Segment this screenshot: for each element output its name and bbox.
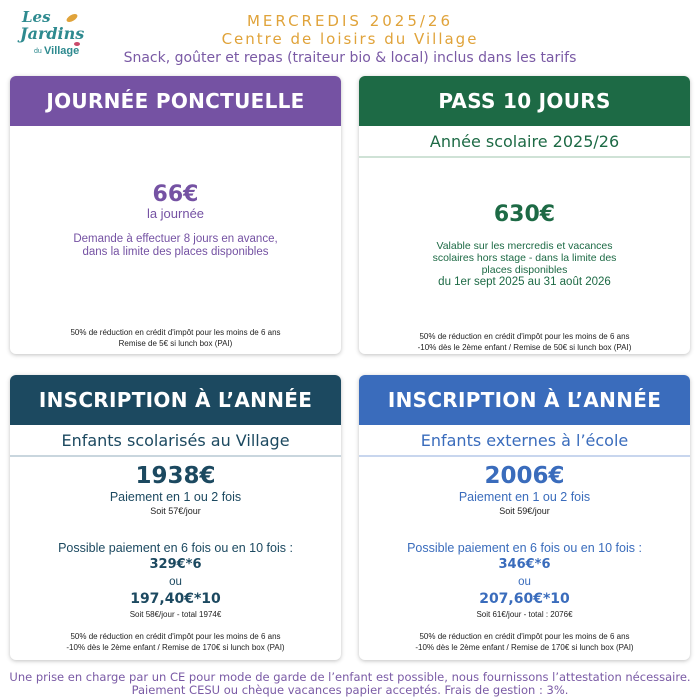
fine-print: Remise de 5€ si lunch box (PAI): [118, 339, 233, 348]
card-title: PASS 10 JOURS: [359, 76, 690, 126]
footer: [0, 671, 700, 697]
description-line: Valable sur les mercredis et vacances: [436, 240, 613, 252]
fine-print: -10% dès le 2ème enfant / Remise de 170€ si lunch box (PAI): [66, 643, 285, 652]
logo-text-village: Village: [44, 45, 80, 57]
price-unit: la journée: [146, 206, 205, 221]
description-line: places disponibles: [481, 264, 568, 276]
option-6: 346€*6: [498, 557, 551, 572]
card-title: INSCRIPTION À L’ANNÉE: [10, 375, 341, 425]
fine-print: 50% de réduction en crédit d'impôt pour les moins de 6 ans: [70, 328, 281, 337]
detail: Soit 58€/jour - total 1974€: [129, 610, 222, 619]
card-pass-10-jours: [359, 76, 690, 354]
option-6: 329€*6: [149, 557, 202, 572]
card-journee-ponctuelle: [10, 76, 341, 354]
logo-text-du: du: [34, 48, 42, 55]
payment-info: Paiement en 1 ou 2 fois: [458, 490, 591, 504]
or-label: ou: [518, 576, 531, 588]
payment-info: Paiement en 1 ou 2 fois: [109, 490, 242, 504]
card-subtitle: Année scolaire 2025/26: [359, 126, 690, 158]
card-inscription-village: [10, 375, 341, 660]
header-subtitle: Centre de loisirs du Village: [221, 30, 479, 48]
detail: Soit 61€/jour - total : 2076€: [476, 610, 573, 619]
card-subtitle: Enfants scolarisés au Village: [10, 425, 341, 457]
price: 66€: [152, 182, 199, 207]
per-day: Soit 59€/jour: [499, 506, 550, 516]
description-line: Demande à effectuer 8 jours en avance,: [73, 233, 278, 245]
per-day: Soit 57€/jour: [150, 506, 201, 516]
option-10: 197,40€*10: [130, 591, 221, 607]
fine-print: 50% de réduction en crédit d'impôt pour les moins de 6 ans: [419, 632, 630, 641]
logo-text-les: Les: [22, 8, 51, 26]
or-label: ou: [169, 576, 182, 588]
fine-print: 50% de réduction en crédit d'impôt pour les moins de 6 ans: [70, 632, 281, 641]
card-title: JOURNÉE PONCTUELLE: [10, 76, 341, 126]
validity-dates: du 1er sept 2025 au 31 août 2026: [438, 276, 611, 288]
footer-line: Une prise en charge par un CE pour mode de garde de l’enfant est possible, nous fournissons l’attestation nécessaire.: [9, 670, 691, 684]
header-note: Snack, goûter et repas (traiteur bio & local) inclus dans les tarifs: [123, 50, 577, 66]
card-subtitle: Enfants externes à l’école: [359, 425, 690, 457]
card-title: INSCRIPTION À L’ANNÉE: [359, 375, 690, 425]
header-title: MERCREDIS 2025/26: [246, 12, 454, 30]
installment-info: Possible paiement en 6 fois ou en 10 fois :: [407, 541, 642, 555]
price: 1938€: [135, 463, 216, 489]
card-inscription-externes: [359, 375, 690, 660]
price: 2006€: [484, 463, 565, 489]
description-line: dans la limite des places disponibles: [82, 246, 269, 258]
description-line: scolaires hors stage - dans la limite des: [432, 252, 617, 264]
price: 630€: [493, 202, 556, 227]
logo-text-jardins: Jardins: [20, 24, 85, 43]
fine-print: 50% de réduction en crédit d'impôt pour les moins de 6 ans: [419, 332, 630, 341]
fine-print: -10% dès le 2ème enfant / Remise de 170€ si lunch box (PAI): [415, 643, 634, 652]
footer-line: Paiement CESU ou chèque vacances papier acceptés. Frais de gestion : 3%.: [131, 683, 569, 697]
installment-info: Possible paiement en 6 fois ou en 10 fois :: [58, 541, 293, 555]
fine-print: -10% dès le 2ème enfant / Remise de 50€ si lunch box (PAI): [417, 343, 632, 352]
option-10: 207,60€*10: [479, 591, 570, 607]
